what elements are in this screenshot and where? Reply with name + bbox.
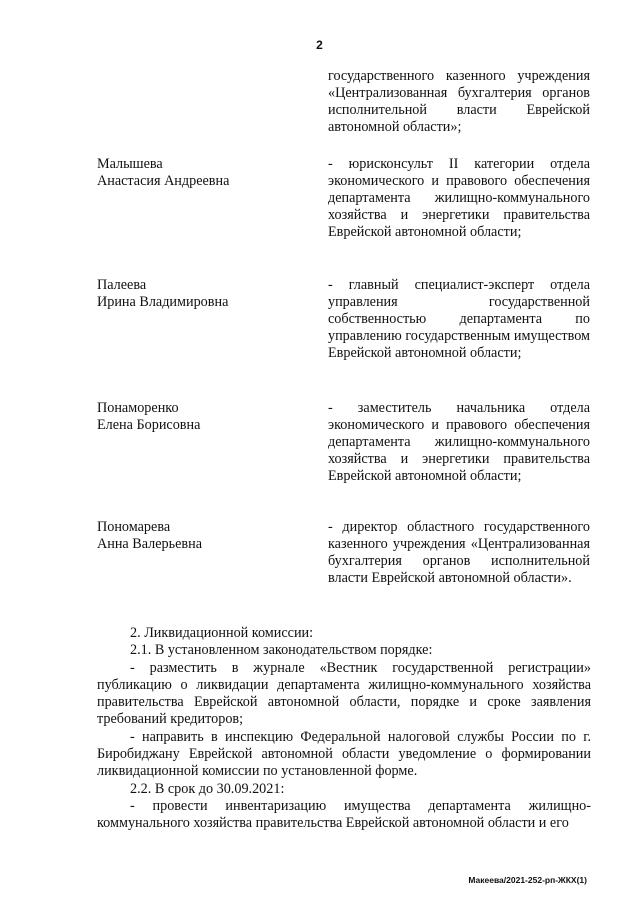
member-position: - главный специалист-эксперт отдела управления государственной собственностью департамента по управлению государственным имуществом Еврейской автономной области; bbox=[328, 277, 590, 361]
member-given-names: Анна Валерьевна bbox=[97, 536, 202, 552]
instruction-paragraph: - провести инвентаризацию имущества департамента жилищно-коммунального хозяйства правительства Еврейской автономной области и его bbox=[97, 797, 591, 832]
decree-body bbox=[97, 625, 591, 833]
member-position: - заместитель начальника отдела экономического и правового обеспечения департамента жилищно-коммунального хозяйства и энергетики правительства Еврейской автономной области; bbox=[328, 400, 590, 484]
member-position: - юрисконсульт II категории отдела экономического и правового обеспечения департамента жилищно-коммунального хозяйства и энергетики правительства Еврейской автономной области; bbox=[328, 156, 590, 240]
member-name bbox=[97, 519, 317, 553]
member-surname: Малышева bbox=[97, 156, 163, 172]
member-surname: Палеева bbox=[97, 277, 147, 293]
member-surname: Пономарева bbox=[97, 519, 171, 535]
subsection-heading: 2.1. В установленном законодательством порядке: bbox=[130, 642, 433, 659]
member-name bbox=[97, 277, 317, 311]
document-code: Макеева/2021-252-рп-ЖКХ(1) bbox=[468, 875, 587, 885]
member-given-names: Елена Борисовна bbox=[97, 417, 201, 433]
intro-position-continuation: государственного казенного учреждения «Централизованная бухгалтерия органов исполнительной власти Еврейской автономной области»; bbox=[328, 68, 590, 135]
member-given-names: Анастасия Андреевна bbox=[97, 173, 230, 189]
instruction-paragraph: - направить в инспекцию Федеральной налоговой службы России по г. Биробиджану Еврейской автономной области уведомление о формировании ликвидационной комиссии по установленной форме. bbox=[97, 728, 591, 780]
subsection-heading: 2.2. В срок до 30.09.2021: bbox=[130, 780, 285, 797]
member-name bbox=[97, 156, 317, 190]
instruction-paragraph: - разместить в журнале «Вестник государственной регистрации» публикацию о ликвидации департамента жилищно-коммунального хозяйства правительства Еврейской автономной области, порядке и сроке заявления требований кредиторов; bbox=[97, 659, 591, 728]
member-name bbox=[97, 400, 317, 434]
section-heading: 2. Ликвидационной комиссии: bbox=[130, 625, 314, 641]
member-position: - директор областного государственного казенного учреждения «Централизованная бухгалтерия органов исполнительной власти Еврейской автономной области». bbox=[328, 519, 590, 586]
member-surname: Понаморенко bbox=[97, 400, 179, 416]
page-number: 2 bbox=[316, 38, 323, 52]
member-given-names: Ирина Владимировна bbox=[97, 294, 229, 310]
